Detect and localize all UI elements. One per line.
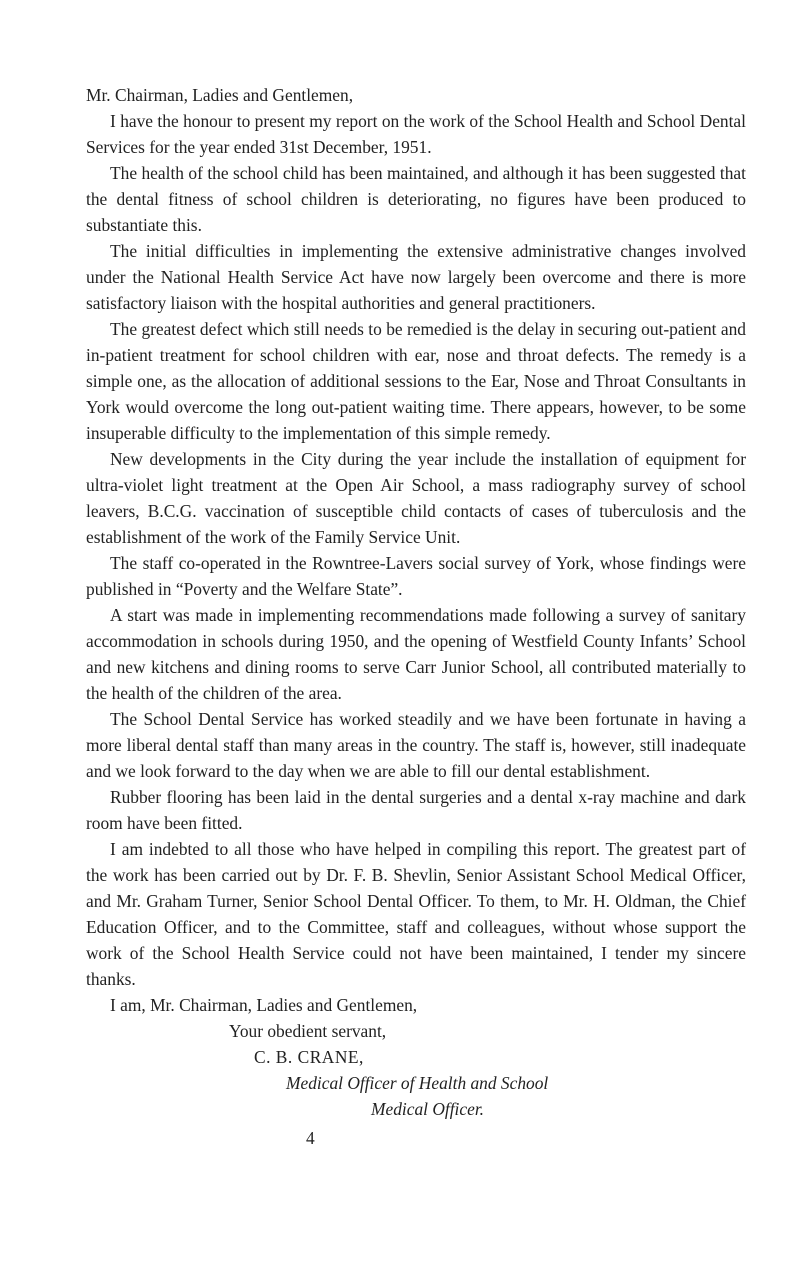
paragraph-ent-treatment: The greatest defect which still needs to be remedied is the delay in securing out-patient and in-patient treatment for school children with ear, nose and throat defects. The remedy is a simple one, as the allocation of additional sessions to the Ear, Nose and Throat Consultants in York would overcome the long out-patient waiting time. There appears, however, to be some insuperable difficulty to the implementation of this simple remedy. bbox=[86, 319, 746, 443]
paragraph-dental-service: The School Dental Service has worked steadily and we have been fortunate in having a more liberal dental staff than many areas in the country. The staff is, however, still inadequate and we look forward to the day when we are able to fill our dental establishment. bbox=[86, 709, 746, 781]
paragraph-new-developments: New developments in the City during the year include the installation of equipment for ultra-violet light treatment at the Open Air School, a mass radiography survey of school leavers, B.C.G. vaccination of susceptible child contacts of cases of tuberculosis and the establishment of the work of the Family Service Unit. bbox=[86, 449, 746, 547]
closing-servant: Your obedient servant, bbox=[229, 1021, 387, 1041]
paragraph-child-health: The health of the school child has been maintained, and although it has been suggested that the dental fitness of school children is deteriorating, no figures have been produced to substantiate this. bbox=[86, 163, 746, 235]
closing-block bbox=[86, 992, 746, 1122]
paragraph-acknowledgements: I am indebted to all those who have helped in compiling this report. The greatest part of the work has been carried out by Dr. F. B. Shevlin, Senior Assistant School Medical Officer, and Mr. Graham Turner, Senior School Dental Officer. To them, to Mr. H. Oldman, the Chief Education Officer, and to the Committee, staff and colleagues, without whose support the work of the School Health Service could not have been maintained, I tender my sincere thanks. bbox=[86, 839, 746, 989]
signatory-title: Medical Officer of Health and School bbox=[286, 1073, 549, 1093]
signatory-title-continued: Medical Officer. bbox=[371, 1099, 485, 1119]
page-number: 4 bbox=[306, 1128, 315, 1148]
paragraph-intro: I have the honour to present my report on the work of the School Health and School Dental Services for the year ended 31st December, 1951. bbox=[86, 111, 746, 157]
closing-line: I am, Mr. Chairman, Ladies and Gentlemen, bbox=[110, 995, 418, 1015]
signatory-name: C. B. CRANE, bbox=[254, 1047, 364, 1067]
paragraph-administrative-changes: The initial difficulties in implementing the extensive administrative changes involved under the National Health Service Act have now largely been overcome and there is more satisfactory liaison with the hospital authorities and general practitioners. bbox=[86, 241, 746, 313]
salutation: Mr. Chairman, Ladies and Gentlemen, bbox=[86, 85, 354, 105]
report-letter bbox=[86, 82, 746, 1122]
paragraph-rubber-flooring: Rubber flooring has been laid in the dental surgeries and a dental x-ray machine and dark room have been fitted. bbox=[86, 787, 746, 833]
paragraph-social-survey: The staff co-operated in the Rowntree-Lavers social survey of York, whose findings were published in “Poverty and the Welfare State”. bbox=[86, 553, 746, 599]
paragraph-sanitary-accommodation: A start was made in implementing recommendations made following a survey of sanitary accommodation in schools during 1950, and the opening of Westfield County Infants’ School and new kitchens and dining rooms to serve Carr Junior School, all contributed materially to the health of the children of the area. bbox=[86, 605, 746, 703]
